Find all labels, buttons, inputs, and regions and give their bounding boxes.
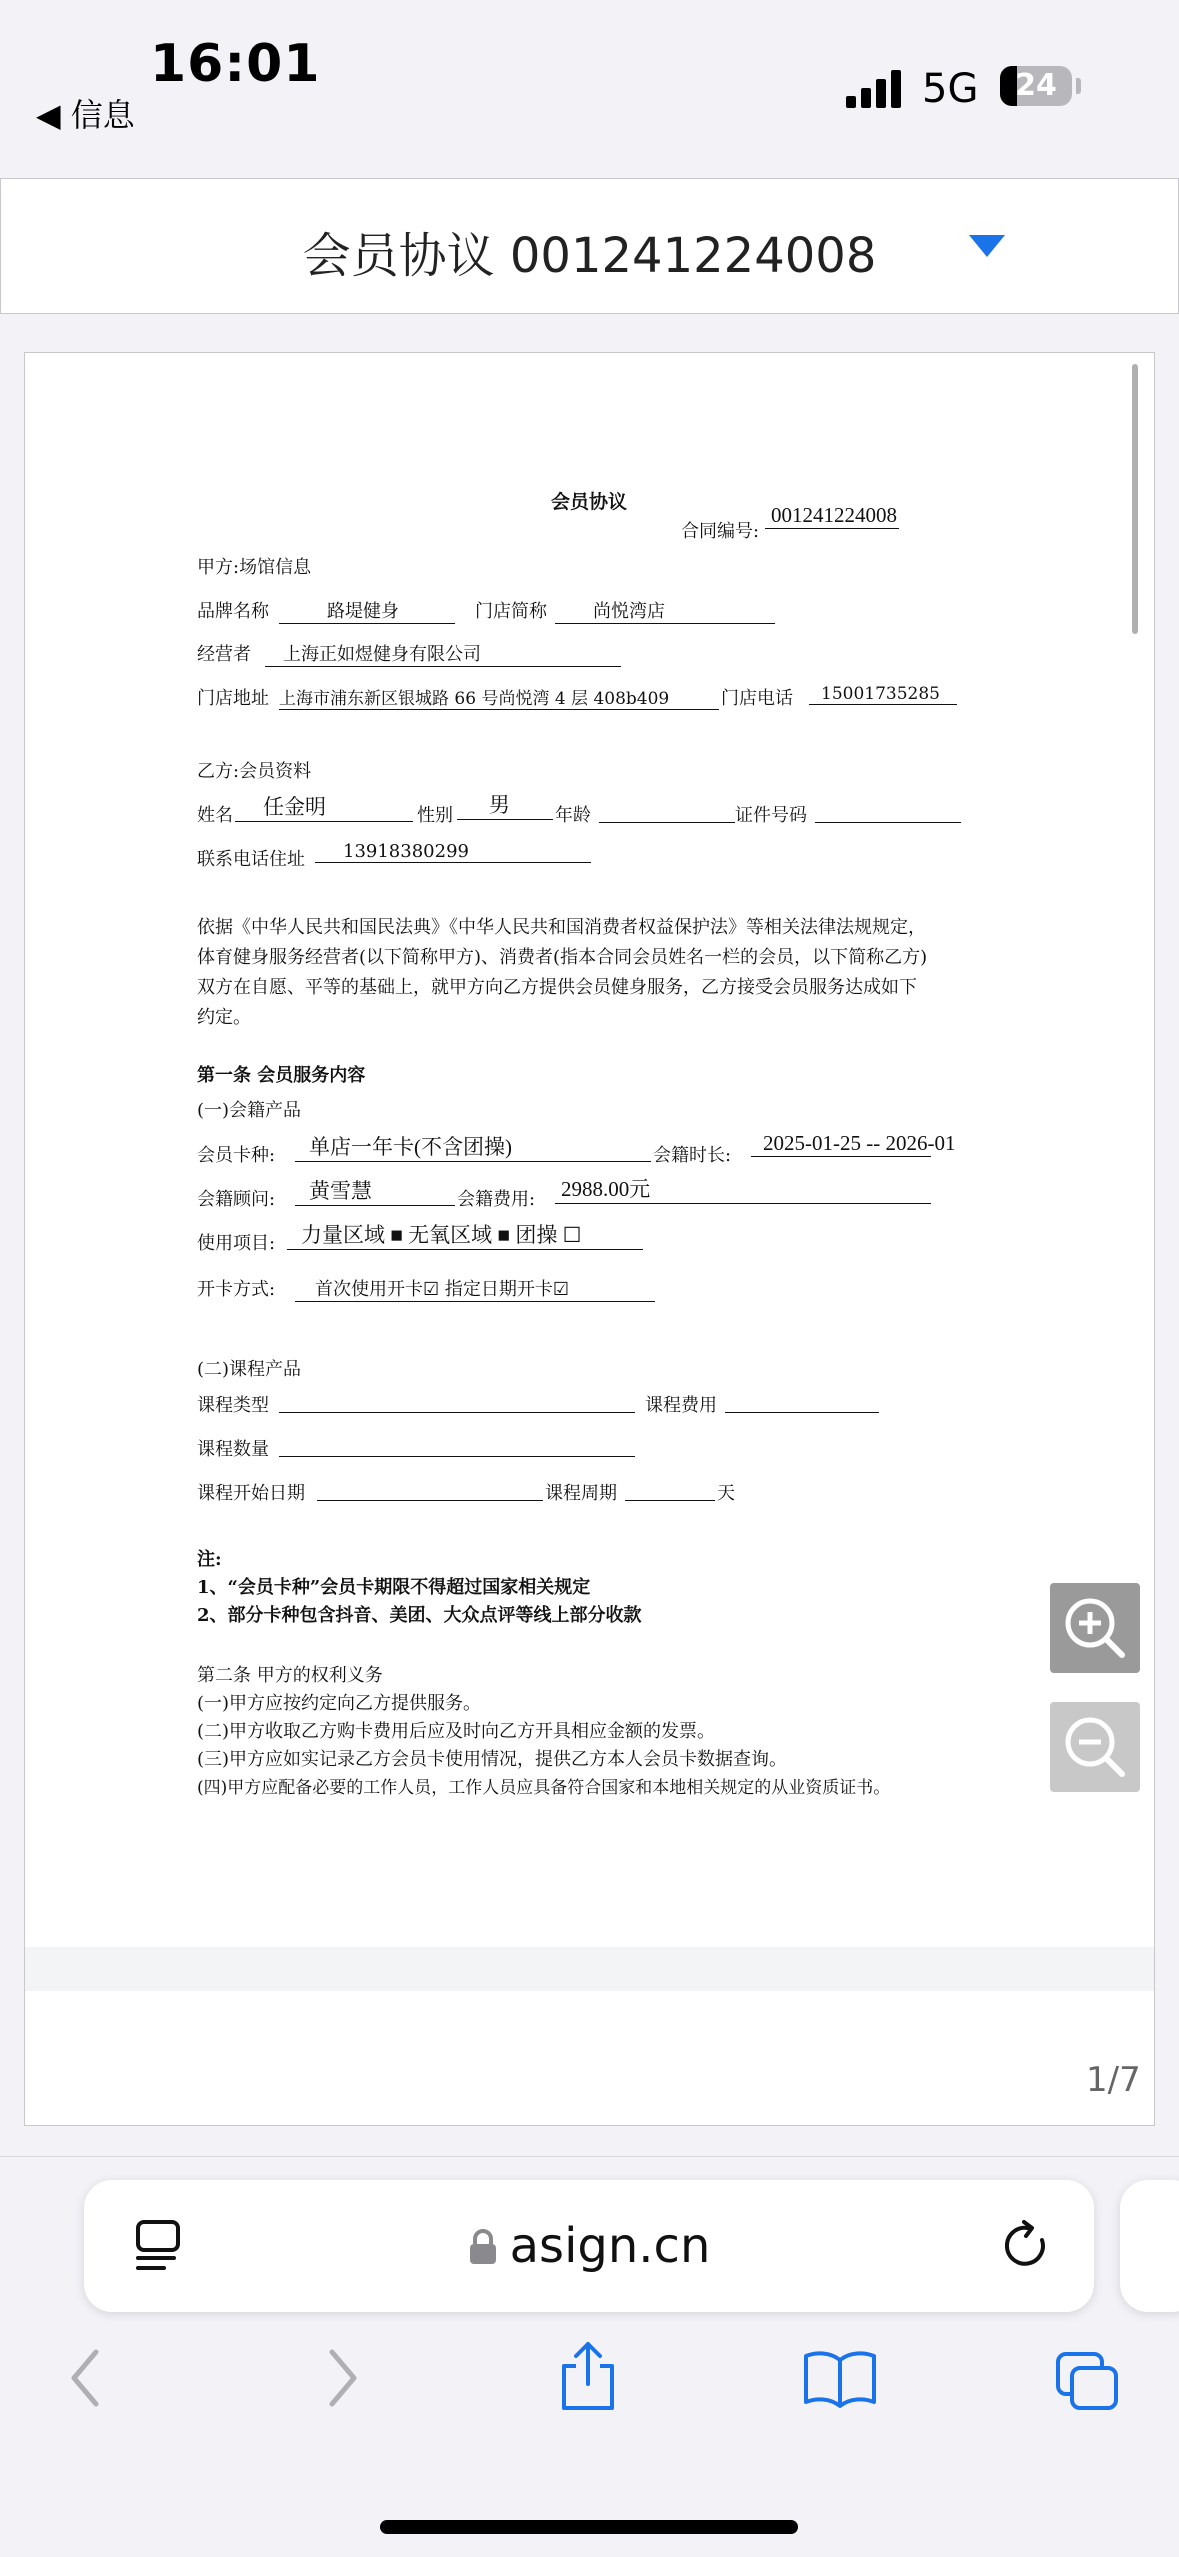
tabs-icon[interactable] bbox=[1054, 2350, 1122, 2414]
gender-label: 性别 bbox=[417, 805, 453, 826]
card-type-value: 单店一年卡(不含团操) bbox=[295, 1131, 651, 1162]
url-display[interactable] bbox=[84, 2218, 1094, 2274]
store-short-label: 门店简称 bbox=[475, 601, 547, 622]
consultant-value: 黄雪慧 bbox=[295, 1175, 455, 1206]
card-type-label: 会员卡种: bbox=[197, 1145, 276, 1166]
brand-label: 品牌名称 bbox=[197, 601, 269, 622]
course-qty-value bbox=[279, 1435, 635, 1457]
activation-label: 开卡方式: bbox=[197, 1279, 276, 1300]
duration-label: 会籍时长: bbox=[653, 1145, 732, 1166]
name-value: 任金明 bbox=[235, 791, 413, 822]
document-page bbox=[25, 353, 1154, 1947]
course-start-value bbox=[317, 1479, 543, 1501]
course-fee-value bbox=[725, 1391, 879, 1413]
phone-value: 15001735285 bbox=[809, 684, 957, 705]
phone-label: 门店电话 bbox=[721, 688, 793, 709]
network-type: 5G bbox=[922, 66, 979, 112]
address-value: 上海市浦东新区银城路 66 号尚悦湾 4 层 408b409 bbox=[279, 684, 719, 710]
article2-item: (三)甲方应如实记录乙方会员卡使用情况，提供乙方本人会员卡数据查询。 bbox=[197, 1749, 788, 1770]
article2-item: (一)甲方应按约定向乙方提供服务。 bbox=[197, 1693, 482, 1714]
age-label: 年龄 bbox=[555, 805, 591, 826]
zoom-in-icon bbox=[1050, 1583, 1140, 1673]
page-indicator: 1/7 bbox=[1086, 2060, 1141, 2100]
gender-value: 男 bbox=[457, 789, 553, 820]
address-bar[interactable] bbox=[84, 2180, 1094, 2312]
contact-value: 13918380299 bbox=[315, 841, 591, 863]
vertical-scrollbar[interactable] bbox=[1132, 364, 1138, 634]
home-indicator bbox=[380, 2520, 798, 2534]
fee-label: 会籍费用: bbox=[457, 1189, 536, 1210]
membership-heading: (一)会籍产品 bbox=[197, 1100, 302, 1121]
activation-value: 首次使用开卡☑ 指定日期开卡☑ bbox=[295, 1275, 655, 1302]
party-b-heading: 乙方:会员资料 bbox=[197, 761, 312, 782]
intro-line: 约定。 bbox=[197, 1007, 251, 1028]
note-line: 1、“会员卡种”会员卡期限不得超过国家相关规定 bbox=[197, 1577, 591, 1598]
zoom-out-button[interactable] bbox=[1050, 1702, 1140, 1792]
article1-heading: 第一条 会员服务内容 bbox=[197, 1065, 366, 1086]
back-to-app-link[interactable]: ◀ 信息 bbox=[36, 96, 135, 134]
consultant-label: 会籍顾问: bbox=[197, 1189, 276, 1210]
course-period-unit: 天 bbox=[717, 1483, 735, 1504]
course-start-label: 课程开始日期 bbox=[197, 1483, 305, 1504]
reload-icon[interactable] bbox=[1002, 2220, 1054, 2272]
forward-arrow-icon[interactable] bbox=[322, 2346, 362, 2410]
brand-value: 路堤健身 bbox=[279, 597, 455, 624]
lock-icon bbox=[468, 2228, 498, 2266]
document-title: 会员协议 001241224008 bbox=[302, 228, 877, 284]
operator-value: 上海正如煜健身有限公司 bbox=[265, 640, 621, 667]
next-tab-peek[interactable] bbox=[1120, 2180, 1179, 2312]
course-fee-label: 课程费用 bbox=[645, 1395, 717, 1416]
course-qty-label: 课程数量 bbox=[197, 1439, 269, 1460]
contact-label: 联系电话住址 bbox=[197, 849, 305, 870]
party-a-heading: 甲方:场馆信息 bbox=[197, 557, 312, 578]
contract-no: 001241224008 bbox=[765, 503, 899, 529]
article2-item: (四)甲方应配备必要的工作人员，工作人员应具备符合国家和本地相关规定的从业资质证书。 bbox=[197, 1778, 891, 1798]
contract-no-label: 合同编号: bbox=[681, 521, 760, 542]
zoom-out-icon bbox=[1050, 1702, 1140, 1792]
article2-item: (二)甲方收取乙方购卡费用后应及时向乙方开具相应金额的发票。 bbox=[197, 1721, 716, 1742]
fee-value: 2988.00元 bbox=[555, 1173, 931, 1204]
id-value bbox=[815, 801, 961, 823]
course-type-label: 课程类型 bbox=[197, 1395, 269, 1416]
course-heading: (二)课程产品 bbox=[197, 1359, 302, 1380]
article2-heading: 第二条 甲方的权利义务 bbox=[197, 1665, 383, 1686]
zoom-in-button[interactable] bbox=[1050, 1583, 1140, 1673]
cellular-signal-icon bbox=[846, 68, 904, 108]
course-period-value bbox=[625, 1479, 715, 1501]
battery-tip bbox=[1076, 78, 1081, 94]
doc-title: 会员协议 bbox=[551, 491, 628, 513]
operator-label: 经营者 bbox=[197, 644, 251, 665]
document-title-bar[interactable] bbox=[0, 178, 1179, 314]
note-line: 2、部分卡种包含抖音、美团、大众点评等线上部分收款 bbox=[197, 1605, 642, 1626]
address-label: 门店地址 bbox=[197, 688, 269, 709]
page-separator bbox=[25, 1947, 1154, 1991]
course-period-label: 课程周期 bbox=[545, 1483, 617, 1504]
status-time: 16:01 bbox=[150, 34, 321, 94]
intro-line: 体育健身服务经营者(以下简称甲方)、消费者(指本合同会员姓名一栏的会员，以下简称乙方) bbox=[197, 947, 928, 968]
document-viewer[interactable] bbox=[24, 352, 1155, 2126]
battery-icon bbox=[1000, 66, 1072, 106]
back-arrow-icon[interactable] bbox=[66, 2346, 106, 2410]
duration-value: 2025-01-25 -- 2026-01 bbox=[751, 1131, 931, 1157]
age-value bbox=[599, 801, 735, 823]
intro-paragraph bbox=[197, 913, 927, 1033]
id-label: 证件号码 bbox=[735, 805, 807, 826]
course-type-value bbox=[279, 1391, 635, 1413]
note-heading: 注: bbox=[197, 1549, 222, 1570]
battery-percent: 24 bbox=[1015, 68, 1057, 103]
store-short-value: 尚悦湾店 bbox=[555, 597, 775, 624]
intro-line: 依据《中华人民共和国民法典》《中华人民共和国消费者权益保护法》等相关法律法规规定， bbox=[197, 917, 926, 938]
chevron-down-icon[interactable] bbox=[969, 235, 1005, 257]
bookmarks-icon[interactable] bbox=[802, 2348, 878, 2408]
usage-label: 使用项目: bbox=[197, 1233, 276, 1254]
name-label: 姓名 bbox=[197, 805, 233, 826]
url-text: asign.cn bbox=[509, 2218, 711, 2274]
usage-value: 力量区域 ■ 无氧区域 ■ 团操 ☐ bbox=[287, 1219, 643, 1250]
intro-line: 双方在自愿、平等的基础上，就甲方向乙方提供会员健身服务，乙方接受会员服务达成如下 bbox=[197, 977, 917, 998]
share-icon[interactable] bbox=[556, 2340, 620, 2412]
